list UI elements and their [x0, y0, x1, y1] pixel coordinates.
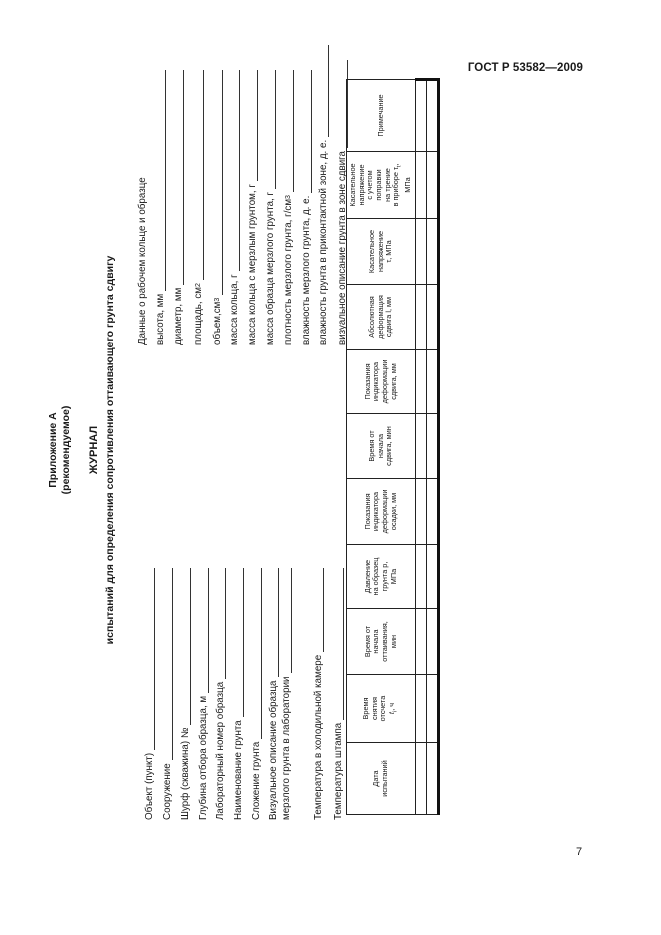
table-cell[interactable]: [416, 545, 427, 609]
fill-line: [314, 568, 324, 652]
field-soil-name: Наименование грунта: [233, 568, 244, 820]
table-cell[interactable]: [427, 219, 439, 285]
appendix-subtitle: (рекомендуемое): [60, 405, 72, 495]
col-shear-stress: Касательное напряжение τ, МПа: [347, 219, 416, 285]
field-chamber-temperature: Температура в холодильной камере: [313, 568, 324, 820]
table-header-row: [347, 80, 416, 815]
field-structure: Сооружение: [162, 568, 173, 820]
field-moisture: влажность мерзлого грунта, д. е.: [301, 70, 312, 345]
fill-line: [145, 568, 155, 750]
fill-line: [194, 70, 204, 280]
col-reading-time: Время снятия отсчета $t_i$, ч: [347, 675, 416, 743]
table-cell[interactable]: [427, 609, 439, 675]
table-cell[interactable]: [416, 479, 427, 545]
fill-line: [216, 568, 226, 679]
table-cell[interactable]: [416, 219, 427, 285]
table-cell[interactable]: [416, 285, 427, 350]
journal-subtitle: испытаний для определения сопротивления оттаивающего грунта сдвигу: [104, 255, 116, 645]
field-volume: объем,см 3: [212, 70, 223, 345]
page-number: 7: [576, 846, 583, 858]
field-ring-frozen-mass: масса кольца с мерзлым грунтом, г: [247, 70, 258, 345]
field-object: Объект (пункт): [144, 568, 155, 820]
fill-line: [334, 568, 344, 720]
field-soil-texture: Сложение грунта: [251, 568, 262, 820]
field-density: плотность мерзлого грунта, г/см 3: [283, 70, 294, 345]
col-absolute-deformation: Абсолютная деформация сдвига l, мм: [347, 285, 416, 350]
col-thaw-time: Время от начала оттаивания, мин: [347, 609, 416, 675]
fill-line: [156, 70, 166, 291]
table-row: [416, 80, 427, 815]
journal-table: [346, 78, 440, 815]
fill-line: [252, 568, 262, 739]
field-sample-frozen-mass: масса образца мерзлого грунта, г: [265, 70, 276, 345]
col-settlement-indicator: Показания индикатора деформации осадки, мм: [347, 479, 416, 545]
table-cell[interactable]: [416, 350, 427, 414]
fill-line: [199, 568, 209, 693]
col-note: Примечание: [347, 80, 416, 152]
table-cell[interactable]: [416, 609, 427, 675]
field-ring-heading: Данные о рабочем кольце и образце: [137, 177, 148, 345]
table-cell[interactable]: [427, 80, 439, 152]
journal-title: ЖУРНАЛ: [88, 425, 100, 475]
col-corrected-shear-stress: Касательное напряжение с учетом поправки на трение в приборе $\tau_t$, МПа: [347, 152, 416, 219]
fill-line: [269, 568, 279, 677]
table-cell[interactable]: [427, 285, 439, 350]
table-cell[interactable]: [416, 80, 427, 152]
fill-line: [234, 568, 244, 717]
field-pit: Шурф (скважина) №: [180, 568, 191, 820]
table-cell[interactable]: [427, 675, 439, 743]
table-cell[interactable]: [427, 350, 439, 414]
field-area: площадь, см 2: [193, 70, 204, 345]
fill-line: [181, 568, 191, 725]
fill-line: [282, 568, 292, 673]
table-cell[interactable]: [427, 152, 439, 219]
appendix-title: Приложение А: [47, 412, 59, 488]
table-cell[interactable]: [416, 152, 427, 219]
table-cell[interactable]: [427, 743, 439, 815]
fill-line: [266, 70, 276, 189]
table-cell[interactable]: [427, 479, 439, 545]
col-pressure: Давление на образец грунта p, МПа: [347, 545, 416, 609]
fill-line: [248, 70, 258, 181]
standard-number: ГОСТ Р 53582—2009: [467, 62, 583, 74]
fill-line: [284, 70, 294, 192]
field-height: высота, мм: [155, 70, 166, 345]
field-moisture-contact: влажность грунта в приконтактной зоне, д. е.: [318, 45, 329, 345]
fill-line: [319, 45, 329, 137]
field-visual-description-cont: мерзлого грунта в лаборатории: [281, 568, 292, 820]
col-shear-time: Время от начала сдвига, мин: [347, 414, 416, 479]
col-test-date: Дата испытаний: [347, 743, 416, 815]
col-shear-indicator: Показания индикатора деформации сдвига, мм: [347, 350, 416, 414]
table-row: [427, 80, 439, 815]
table-cell[interactable]: [427, 545, 439, 609]
fill-line: [163, 568, 173, 760]
table-cell[interactable]: [416, 414, 427, 479]
table-cell[interactable]: [416, 743, 427, 815]
table-cell[interactable]: [427, 414, 439, 479]
fill-line: [230, 70, 240, 271]
field-stamp-temperature: Температура штампа: [333, 568, 344, 820]
field-visual-shear: визуальное описание грунта в зоне сдвига: [337, 60, 348, 345]
table-cell[interactable]: [416, 675, 427, 743]
fill-line: [213, 70, 223, 295]
field-diameter: диаметр, мм: [173, 70, 184, 345]
fill-line: [174, 70, 184, 285]
rotated-page-content: [0, 20, 485, 880]
field-depth: Глубина отбора образца, м: [198, 568, 209, 820]
field-visual-description: Визуальное описание образца: [268, 568, 279, 820]
field-lab-number: Лабораторный номер образца: [215, 568, 226, 820]
fill-line: [302, 70, 312, 193]
field-ring-mass: масса кольца, г: [229, 70, 240, 345]
